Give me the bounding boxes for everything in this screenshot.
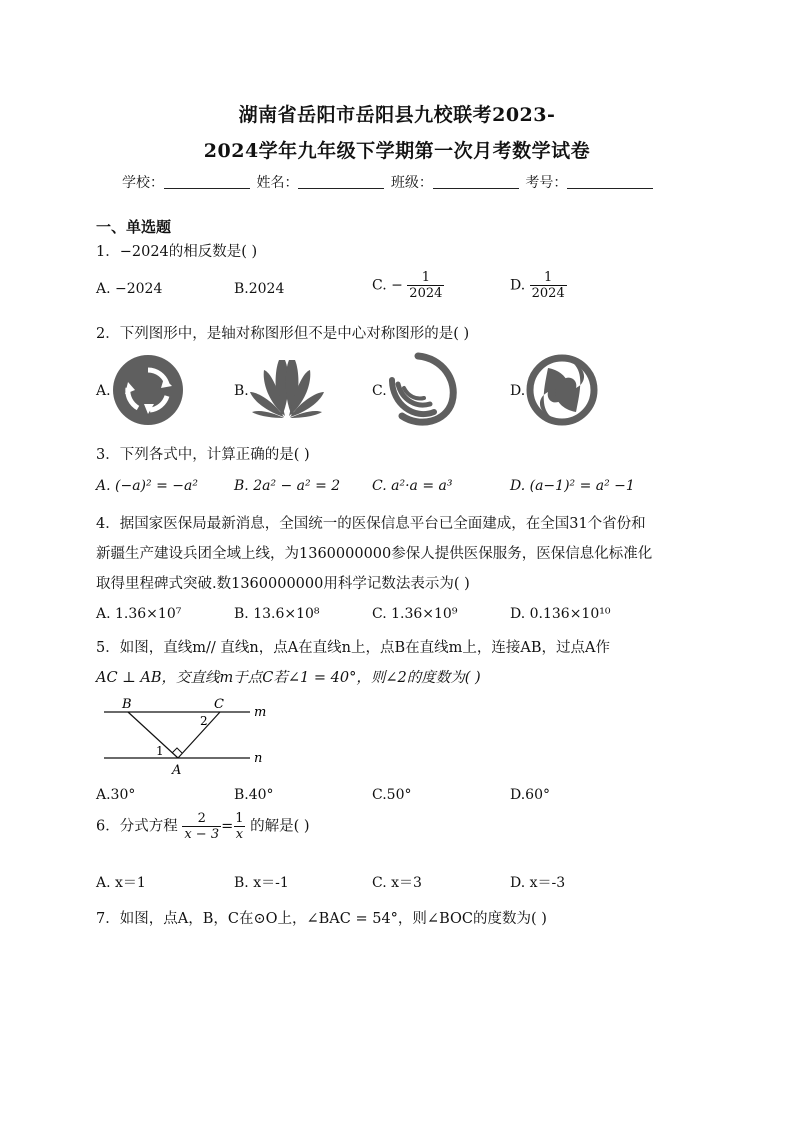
q6-option-b: B. x＝-1 <box>234 875 289 891</box>
q1-option-d-prefix: D. <box>510 277 526 294</box>
school-blank[interactable] <box>164 174 250 189</box>
right-angle-mark <box>172 748 182 753</box>
q6-stem-prefix: 6．分式方程 <box>96 818 178 835</box>
petal-fan-logo-icon <box>248 358 326 420</box>
question-6-stem <box>96 811 310 842</box>
question-2-stem: 2．下列图形中，是轴对称图形但不是中心对称图形的是( ) <box>96 326 470 342</box>
label-m: m <box>254 705 267 720</box>
q1-option-a: A. −2024 <box>96 281 163 297</box>
recycle-circle-logo-icon <box>112 354 184 426</box>
name-blank[interactable] <box>298 174 384 189</box>
question-5-line2: AC ⊥ AB，交直线m于点C若∠1 = 40°，则∠2的度数为( ) <box>96 670 481 686</box>
q1-c-numerator: 1 <box>421 270 430 285</box>
exam-title-line1: 湖南省岳阳市岳阳县九校联考2023- <box>238 104 556 126</box>
q1-option-c-prefix: C. − <box>372 277 403 294</box>
q3-option-c: C. a²·a = a³ <box>372 478 453 494</box>
q2-option-c: C. <box>372 383 387 399</box>
q4-option-d: D. 0.136×10¹⁰ <box>510 606 611 622</box>
q6-right-denominator: x <box>235 827 244 842</box>
q6-stem-suffix: 的解是( ) <box>250 818 310 835</box>
angle-1-label: 1 <box>156 744 164 758</box>
label-b: B <box>122 697 132 712</box>
class-blank[interactable] <box>433 174 519 189</box>
school-label: 学校： <box>122 175 164 191</box>
q1-option-d-fraction <box>530 270 567 301</box>
question-4-line3: 取得里程碑式突破.数1360000000用科学记数法表示为( ) <box>96 576 470 592</box>
student-info-row <box>122 172 655 192</box>
q4-option-c: C. 1.36×10⁹ <box>372 606 458 622</box>
angle-2-label: 2 <box>200 714 208 728</box>
crescent-swirl-logo-icon <box>386 352 462 428</box>
exam-number-label: 考号： <box>525 175 568 191</box>
q1-c-denominator: 2024 <box>409 286 443 301</box>
q2-option-a: A. <box>96 383 111 399</box>
exam-title-line2: 2024学年九年级下学期第一次月考数学试卷 <box>203 140 591 162</box>
q6-fraction-left <box>182 811 221 842</box>
q3-option-b: B. 2a² − a² = 2 <box>234 478 341 494</box>
q3-option-a: A. (−a)² = −a² <box>96 478 198 494</box>
q5-option-a: A.30° <box>96 787 136 803</box>
q6-fraction-right <box>233 811 245 842</box>
q5-option-b: B.40° <box>234 787 274 803</box>
q3-option-d: D. (a−1)² = a² −1 <box>510 478 635 494</box>
question-4-line2: 新疆生产建设兵团全域上线，为1360000000参保人提供医保服务，医保信息化标准化 <box>96 546 653 562</box>
segment-ac <box>178 712 220 758</box>
segment-ab <box>128 712 178 758</box>
q2-option-d: D. <box>510 383 526 399</box>
q1-option-d <box>510 270 567 301</box>
question-7-stem: 7．如图，点A，B，C在⊙O上，∠BAC = 54°，则∠BOC的度数为( ) <box>96 911 547 927</box>
q1-d-numerator: 1 <box>544 270 553 285</box>
label-a: A <box>172 763 182 778</box>
name-label: 姓名： <box>256 175 299 191</box>
q1-d-denominator: 2024 <box>531 286 565 301</box>
ring-swirl-logo-icon <box>526 354 598 426</box>
q6-option-d: D. x＝-3 <box>510 875 566 891</box>
question-5-line1: 5．如图，直线m// 直线n，点A在直线n上，点B在直线m上，连接AB，过点A作 <box>96 640 611 656</box>
label-c: C <box>214 697 224 712</box>
q4-option-a: A. 1.36×10⁷ <box>96 606 182 622</box>
q6-left-denominator: x − 3 <box>184 827 220 842</box>
q6-equals: = <box>221 818 234 835</box>
q2-option-b: B. <box>234 383 249 399</box>
q4-option-b: B. 13.6×10⁸ <box>234 606 320 622</box>
q5-option-d: D.60° <box>510 787 550 803</box>
question-1-stem: 1．−2024的相反数是( ) <box>96 244 258 260</box>
q6-left-numerator: 2 <box>197 811 206 826</box>
question-3-stem: 3．下列各式中，计算正确的是( ) <box>96 447 310 463</box>
section-title: 一、单选题 <box>96 218 172 236</box>
q1-option-c <box>372 270 444 301</box>
class-label: 班级： <box>390 175 433 191</box>
q5-geometry-figure <box>100 696 280 778</box>
q6-option-c: C. x＝3 <box>372 875 422 891</box>
q5-option-c: C.50° <box>372 787 412 803</box>
q6-option-a: A. x＝1 <box>96 875 146 891</box>
label-n: n <box>254 751 263 766</box>
exam-number-blank[interactable] <box>567 174 653 189</box>
q6-right-numerator: 1 <box>235 811 244 826</box>
q1-option-c-fraction <box>407 270 444 301</box>
question-4-line1: 4．据国家医保局最新消息，全国统一的医保信息平台已全面建成，在全国31个省份和 <box>96 516 646 532</box>
q1-option-b: B.2024 <box>234 281 285 297</box>
